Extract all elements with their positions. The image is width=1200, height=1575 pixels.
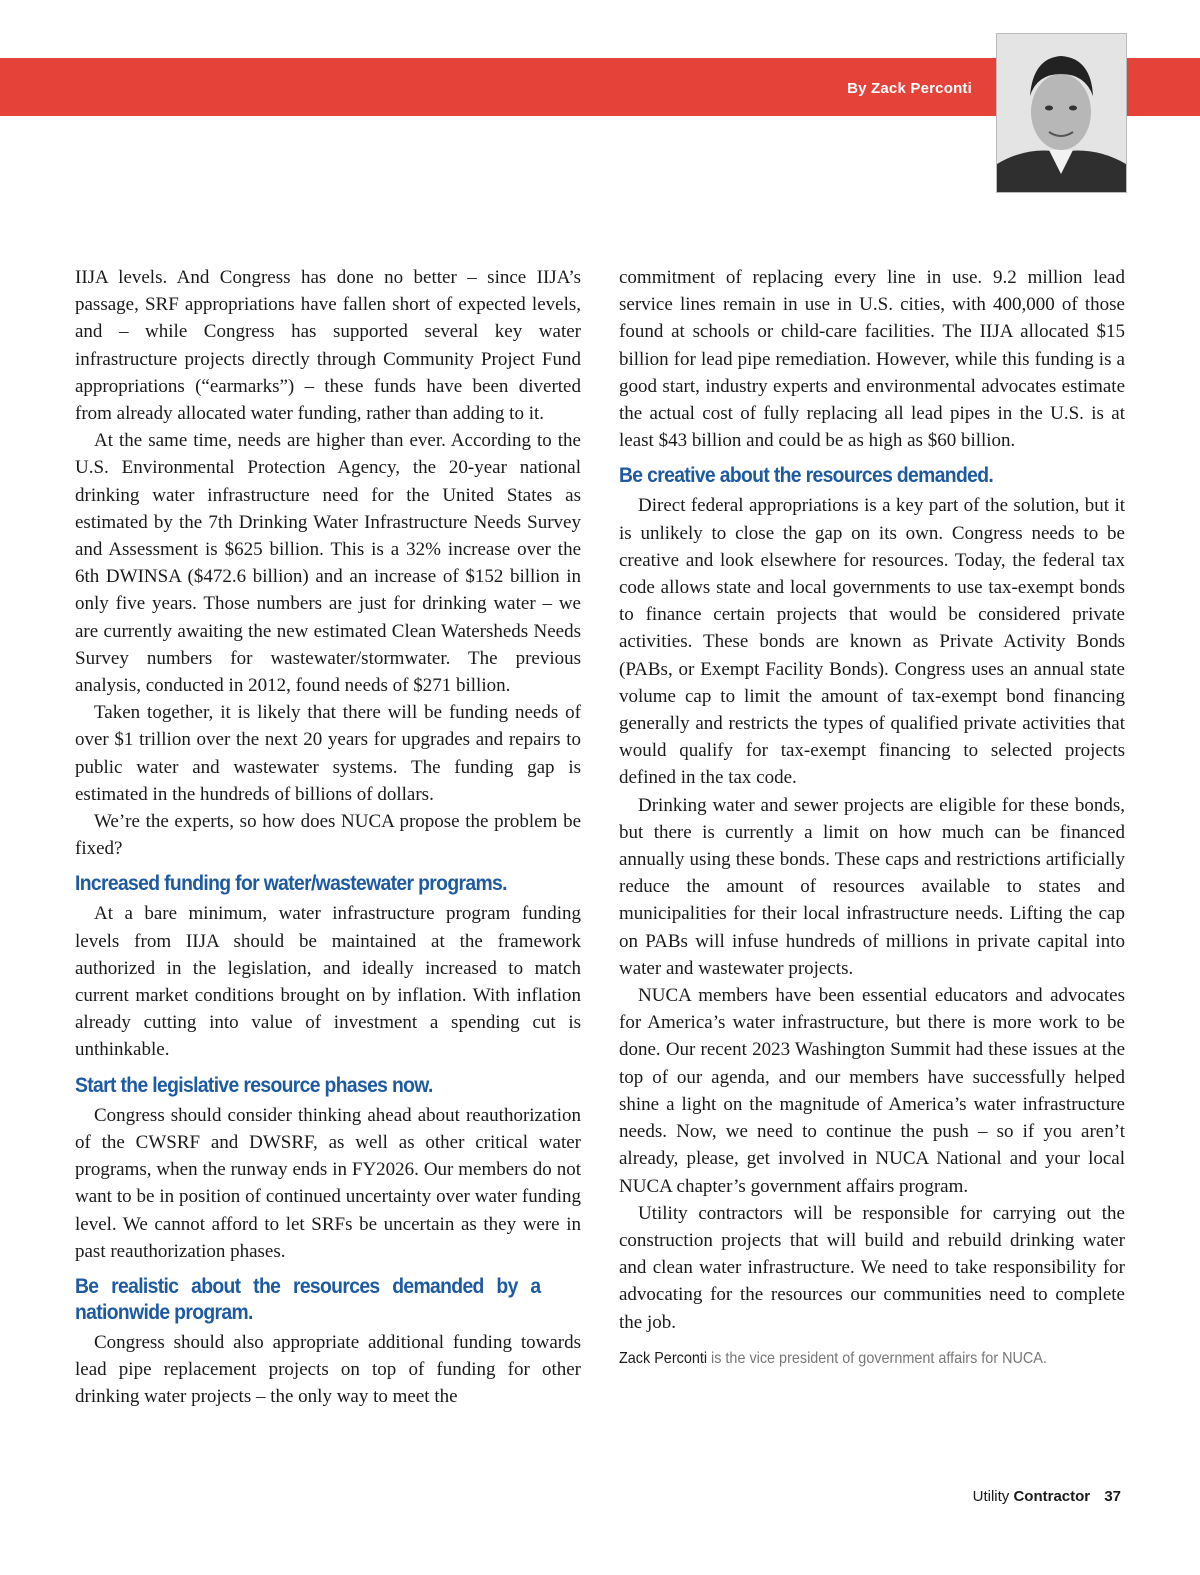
paragraph: We’re the experts, so how does NUCA propose the problem be fixed? [75, 811, 581, 860]
page-footer [973, 1488, 1121, 1505]
section-heading: Be creative about the resources demanded. [619, 464, 994, 488]
author-bio [619, 1348, 1074, 1370]
author-bio-text: is the vice president of government affairs for NUCA. [707, 1349, 1047, 1367]
paragraph: Taken together, it is likely that there will be funding needs of over $1 trillion over the next 20 years for upgrades and repairs to public water and wastewater systems. The funding gap is estimated in the hundreds of billions of dollars. [75, 702, 581, 805]
paragraph: Congress should consider thinking ahead about reauthorization of the CWSRF and DWSRF, as well as other critical water programs, when the runway ends in FY2026. Our members do not want to be in position of continued uncertainty over water funding level. We cannot afford to let SRFs be uncertain as they were in past reauthorization phases. [75, 1104, 581, 1262]
paragraph: Direct federal appropriations is a key part of the solution, but it is unlikely to close the gap on its own. Congress needs to be creative and look elsewhere for resources. Today, the federal tax code allows state and local governments to use tax-exempt bonds to finance certain projects that would be considered private activities. These bonds are known as Private Activity Bonds (PABs, or Exempt Facility Bonds). Congress uses an annual state volume cap to limit the amount of tax-exempt bond financing generally and restricts the types of qualified private activities that would qualify for tax-exempt financing to selected projects defined in the tax code. [619, 495, 1125, 789]
author-photo [996, 33, 1127, 193]
section-heading: Be realistic about the resources demanded by a nationwide program. [75, 1274, 541, 1324]
paragraph: Utility contractors will be responsible for carrying out the construction projects that will build and rebuild drinking water and clean water infrastructure. We need to take responsibility for advocating for the resources our communities need to complete the job. [619, 1202, 1125, 1333]
right-column [619, 264, 1125, 1370]
paragraph: NUCA members have been essential educators and advocates for America’s water infrastructure, but there is more work to be done. Our recent 2023 Washington Summit had these issues at the top of our agenda, and our members have successfully helped shine a light on the magnitude of America’s water infrastructure needs. Now, we need to continue the push – so if you aren’t already, please, get involved in NUCA National and your local NUCA chapter’s government affairs program. [619, 985, 1125, 1197]
paragraph: At the same time, needs are higher than ever. According to the U.S. Environmental Protection Agency, the 20-year national drinking water infrastructure need for the United States as estimated by the 7th Drinking Water Infrastructure Needs Survey and Assessment is $625 billion. This is a 32% increase over the 6th DWINSA ($472.6 billion) and an increase of $152 billion in only five years. Those numbers are just for drinking water – we are currently awaiting the new estimated Clean Watersheds Needs Survey numbers for wastewater/stormwater. The previous analysis, conducted in 2012, found needs of $271 billion. [75, 430, 581, 697]
section-heading: Increased funding for water/wastewater programs. [75, 872, 507, 896]
byline: By Zack Perconti [847, 80, 972, 97]
paragraph: At a bare minimum, water infrastructure program funding levels from IIJA should be maintained at the framework authorized in the legislation, and ideally increased to match current market conditions brought on by inflation. With inflation already cutting into value of investment a spending cut is unthinkable. [75, 903, 581, 1061]
paragraph: Drinking water and sewer projects are eligible for these bonds, but there is currently a limit on how much can be financed annually using these bonds. These caps and restrictions artificially reduce the amount of resources available to states and municipalities for their local infrastructure needs. Lifting the cap on PABs will infuse hundreds of millions in private capital into water and wastewater projects. [619, 794, 1125, 979]
author-name: Zack Perconti [619, 1349, 708, 1367]
paragraph: Congress should also appropriate additional funding towards lead pipe replacement projects on top of funding for other drinking water projects – the only way to meet the [75, 1331, 581, 1408]
magazine-name-bold: Contractor [1013, 1488, 1091, 1505]
magazine-name-light: Utility [972, 1488, 1010, 1505]
left-column [75, 264, 581, 1411]
paragraph: commitment of replacing every line in use. 9.2 million lead service lines remain in use in U.S. cities, with 400,000 of those found at schools or child-care facilities. The IIJA allocated $15 billion for lead pipe remediation. However, while this funding is a good start, industry experts and environmental advocates estimate the actual cost of fully replacing all lead pipes in the U.S. is at least $43 billion and could be as high as $60 billion. [619, 267, 1125, 452]
paragraph: IIJA levels. And Congress has done no better – since IIJA’s passage, SRF appropriations have fallen short of expected levels, and – while Congress has supported several key water infrastructure projects directly through Community Project Fund appropriations (“earmarks”) – these funds have been diverted from already allocated water funding, rather than adding to it. [75, 267, 581, 425]
section-heading: Start the legislative resource phases now. [75, 1073, 433, 1097]
page-number: 37 [1104, 1488, 1121, 1505]
